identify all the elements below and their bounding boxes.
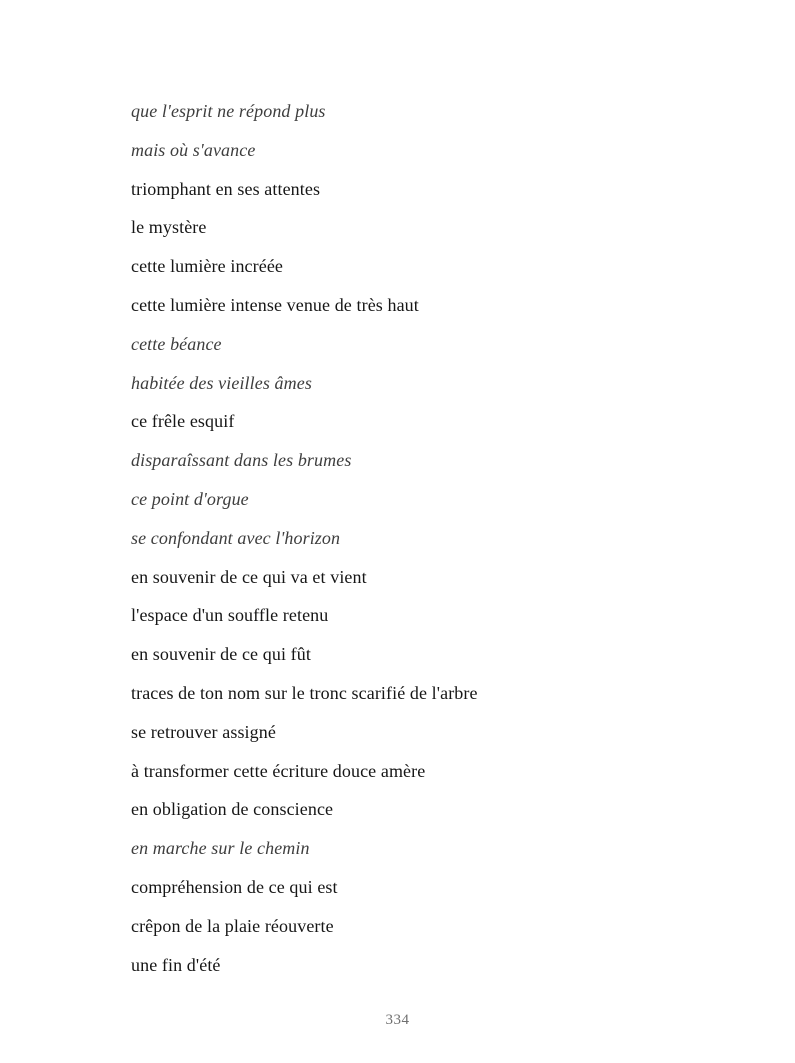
- poem-line: à transformer cette écriture douce amère: [131, 760, 426, 781]
- poem-line: cette lumière incréée: [131, 256, 283, 277]
- poem-line: se confondant avec l'horizon: [131, 527, 341, 548]
- page-number: 334: [385, 1012, 410, 1028]
- poem-line: habitée des vieilles âmes: [131, 372, 312, 393]
- poem-line: traces de ton nom sur le tronc scarifié de l'arbre: [131, 682, 478, 703]
- poem-line: en souvenir de ce qui va et vient: [131, 566, 367, 587]
- poem-body: [131, 92, 691, 984]
- poem-line: crêpon de la plaie réouverte: [131, 915, 334, 936]
- poem-line: en obligation de conscience: [131, 799, 334, 820]
- poem-line: compréhension de ce qui est: [131, 876, 338, 897]
- poem-line: cette béance: [131, 333, 222, 354]
- poem-line: ce frêle esquif: [131, 411, 235, 432]
- poem-line: cette lumière intense venue de très haut: [131, 294, 419, 315]
- poem-line: disparaîssant dans les brumes: [131, 450, 352, 471]
- poem-line: mais où s'avance: [131, 139, 256, 160]
- poem-line: l'espace d'un souffle retenu: [131, 605, 329, 626]
- poem-line: triomphant en ses attentes: [131, 178, 321, 199]
- poem-line: que l'esprit ne répond plus: [131, 101, 326, 121]
- poem-line: le mystère: [131, 217, 207, 238]
- poem-line: en souvenir de ce qui fût: [131, 644, 311, 665]
- poem-line: en marche sur le chemin: [131, 838, 310, 859]
- poem-line: ce point d'orgue: [131, 488, 249, 509]
- poem-line: se retrouver assigné: [131, 721, 276, 742]
- poem-line: une fin d'été: [131, 954, 221, 975]
